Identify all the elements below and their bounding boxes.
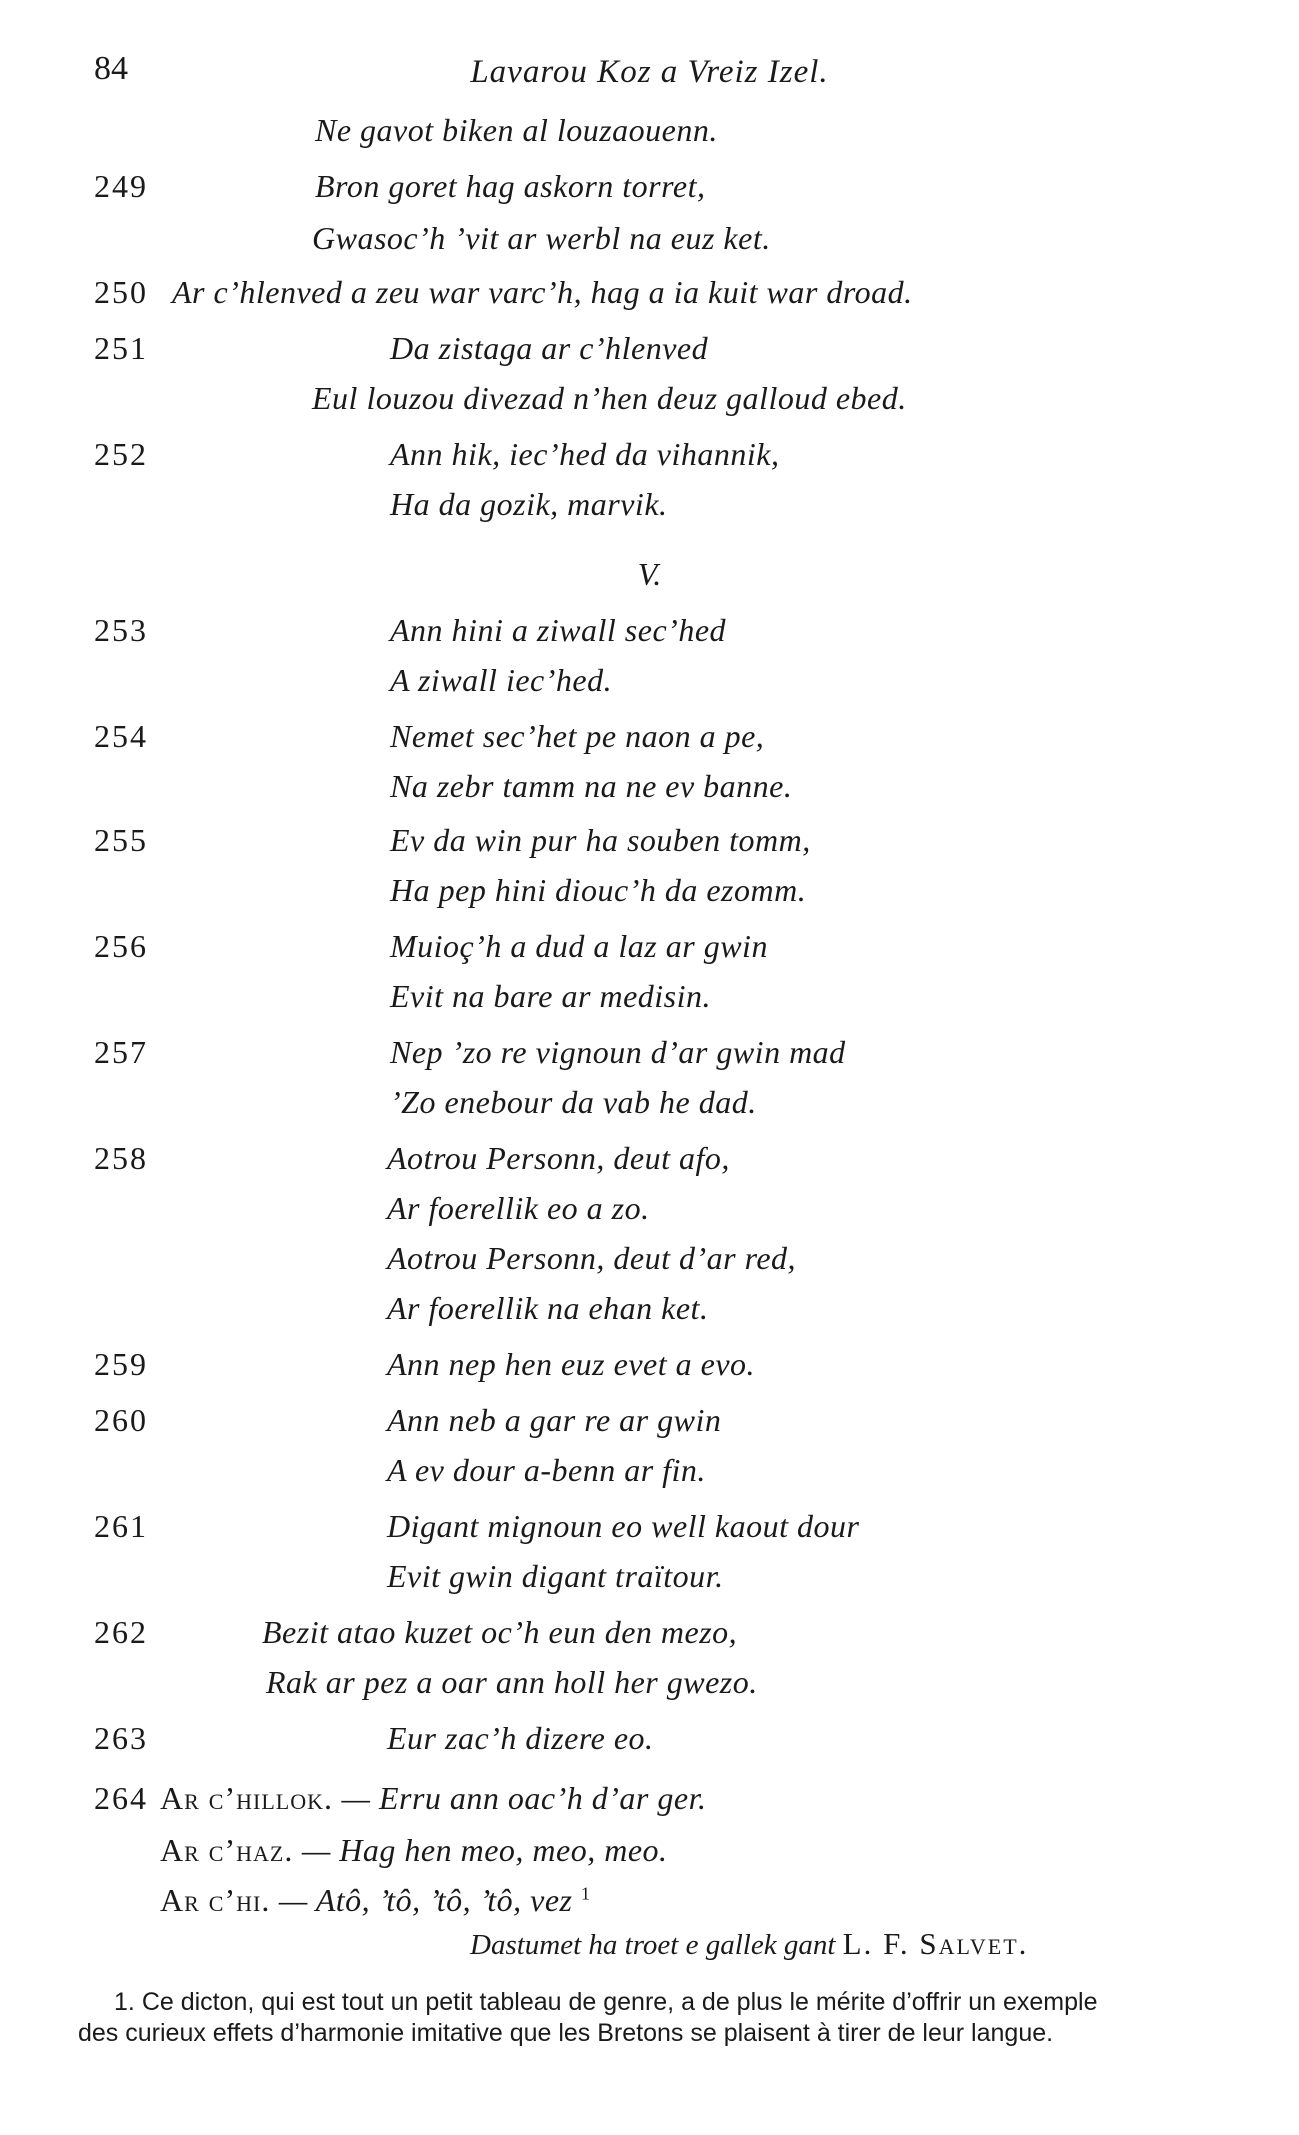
footnote-reference[interactable]: 1 <box>581 1883 591 1904</box>
verse-line: Digant mignoun eo well kaout dour <box>387 1508 860 1544</box>
footnote <box>78 1987 1228 2049</box>
footnote-line-1 <box>78 1987 1228 2018</box>
verse-line: Aotrou Personn, deut d’ar red, <box>387 1240 797 1276</box>
line-number: 258 <box>94 1140 148 1176</box>
footnote-line-2: des curieux effets d’harmonie imitative que les Bretons se plaisent à tirer de leur langue. <box>78 2019 1054 2047</box>
verse-line: Ev da win pur ha souben tomm, <box>390 822 811 858</box>
verse-line: Ha da gozik, marvik. <box>390 486 668 522</box>
verse-line: Ann nep hen euz evet a evo. <box>387 1346 756 1382</box>
page-number: 84 <box>94 50 128 87</box>
running-title: Lavarou Koz a Vreiz Izel. <box>470 54 829 90</box>
verse-line: Ha pep hini diouc’h da ezomm. <box>390 872 807 908</box>
verse-line: Rak ar pez a oar ann holl her gwezo. <box>266 1664 758 1700</box>
dialogue-text: — Erru ann oac’h d’ar ger. <box>341 1780 707 1816</box>
dialogue-line <box>160 1780 706 1817</box>
verse-line: A ev dour a-benn ar fin. <box>387 1452 706 1488</box>
speaker-name: Ar c’hi. <box>160 1882 271 1918</box>
verse-line: Evit na bare ar medisin. <box>390 978 711 1014</box>
verse-line: Ann neb a gar re ar gwin <box>387 1402 722 1438</box>
verse-line: Evit gwin digant traïtour. <box>387 1558 724 1594</box>
verse-line: Na zebr tamm na ne ev banne. <box>390 768 793 804</box>
dialogue-line <box>160 1882 591 1919</box>
author-name: L. F. Salvet. <box>842 1926 1029 1961</box>
section-heading: V. <box>637 556 662 592</box>
verse-line: A ziwall iec’hed. <box>390 662 613 698</box>
verse-line: Eur zac’h dizere eo. <box>387 1720 654 1756</box>
verse-line: ’Zo enebour da vab he dad. <box>390 1084 757 1120</box>
attribution <box>470 1926 1028 1962</box>
verse-line: Aotrou Personn, deut afo, <box>387 1140 730 1176</box>
line-number: 255 <box>94 822 148 858</box>
line-number: 260 <box>94 1402 148 1438</box>
attribution-text: Dastumet ha troet e gallek gant <box>470 1929 836 1961</box>
speaker-name: Ar c’hillok. <box>160 1780 333 1816</box>
line-number: 264 <box>94 1780 148 1816</box>
dialogue-text: — Hag hen meo, meo, meo. <box>301 1832 668 1868</box>
line-number: 254 <box>94 718 148 754</box>
verse-line: Muioç’h a dud a laz ar gwin <box>390 928 768 964</box>
line-number: 259 <box>94 1346 148 1382</box>
line-number: 253 <box>94 612 148 648</box>
line-number: 249 <box>94 168 148 204</box>
line-number: 250 <box>94 274 148 310</box>
dialogue-line <box>160 1832 668 1869</box>
footnote-text: Ce dicton, qui est tout un petit tableau de genre, a de plus le mérite d’offrir un exemple <box>141 1988 1098 2016</box>
line-number: 251 <box>94 330 148 366</box>
verse-line: Ann hini a ziwall sec’hed <box>390 612 727 648</box>
line-number: 252 <box>94 436 148 472</box>
verse-line: Bron goret hag askorn torret, <box>315 168 706 204</box>
verse-line: Gwasoc’h ’vit ar werbl na euz ket. <box>312 220 771 256</box>
verse-line: Da zistaga ar c’hlenved <box>390 330 709 366</box>
verse-line: Nemet sec’het pe naon a pe, <box>390 718 765 754</box>
dialogue-text: — Atô, ’tô, ’tô, ’tô, vez <box>278 1882 573 1918</box>
line-number: 262 <box>94 1614 148 1650</box>
verse-line: Ann hik, iec’hed da vihannik, <box>390 436 780 472</box>
line-number: 261 <box>94 1508 148 1544</box>
verse-line: Nep ’zo re vignoun d’ar gwin mad <box>390 1034 846 1070</box>
verse-line: Ar c’hlenved a zeu war varc’h, hag a ia kuit war droad. <box>172 274 913 310</box>
verse-line: Eul louzou divezad n’hen deuz galloud ebed. <box>312 380 907 416</box>
line-number: 263 <box>94 1720 148 1756</box>
verse-line: Bezit atao kuzet oc’h eun den mezo, <box>262 1614 738 1650</box>
verse-line: Ar foerellik eo a zo. <box>387 1190 650 1226</box>
footnote-marker: 1. <box>114 1988 135 2016</box>
speaker-name: Ar c’haz. <box>160 1832 294 1868</box>
line-number: 256 <box>94 928 148 964</box>
verse-line: Ne gavot biken al louzaouenn. <box>315 112 718 148</box>
line-number: 257 <box>94 1034 148 1070</box>
verse-line: Ar foerellik na ehan ket. <box>387 1290 709 1326</box>
